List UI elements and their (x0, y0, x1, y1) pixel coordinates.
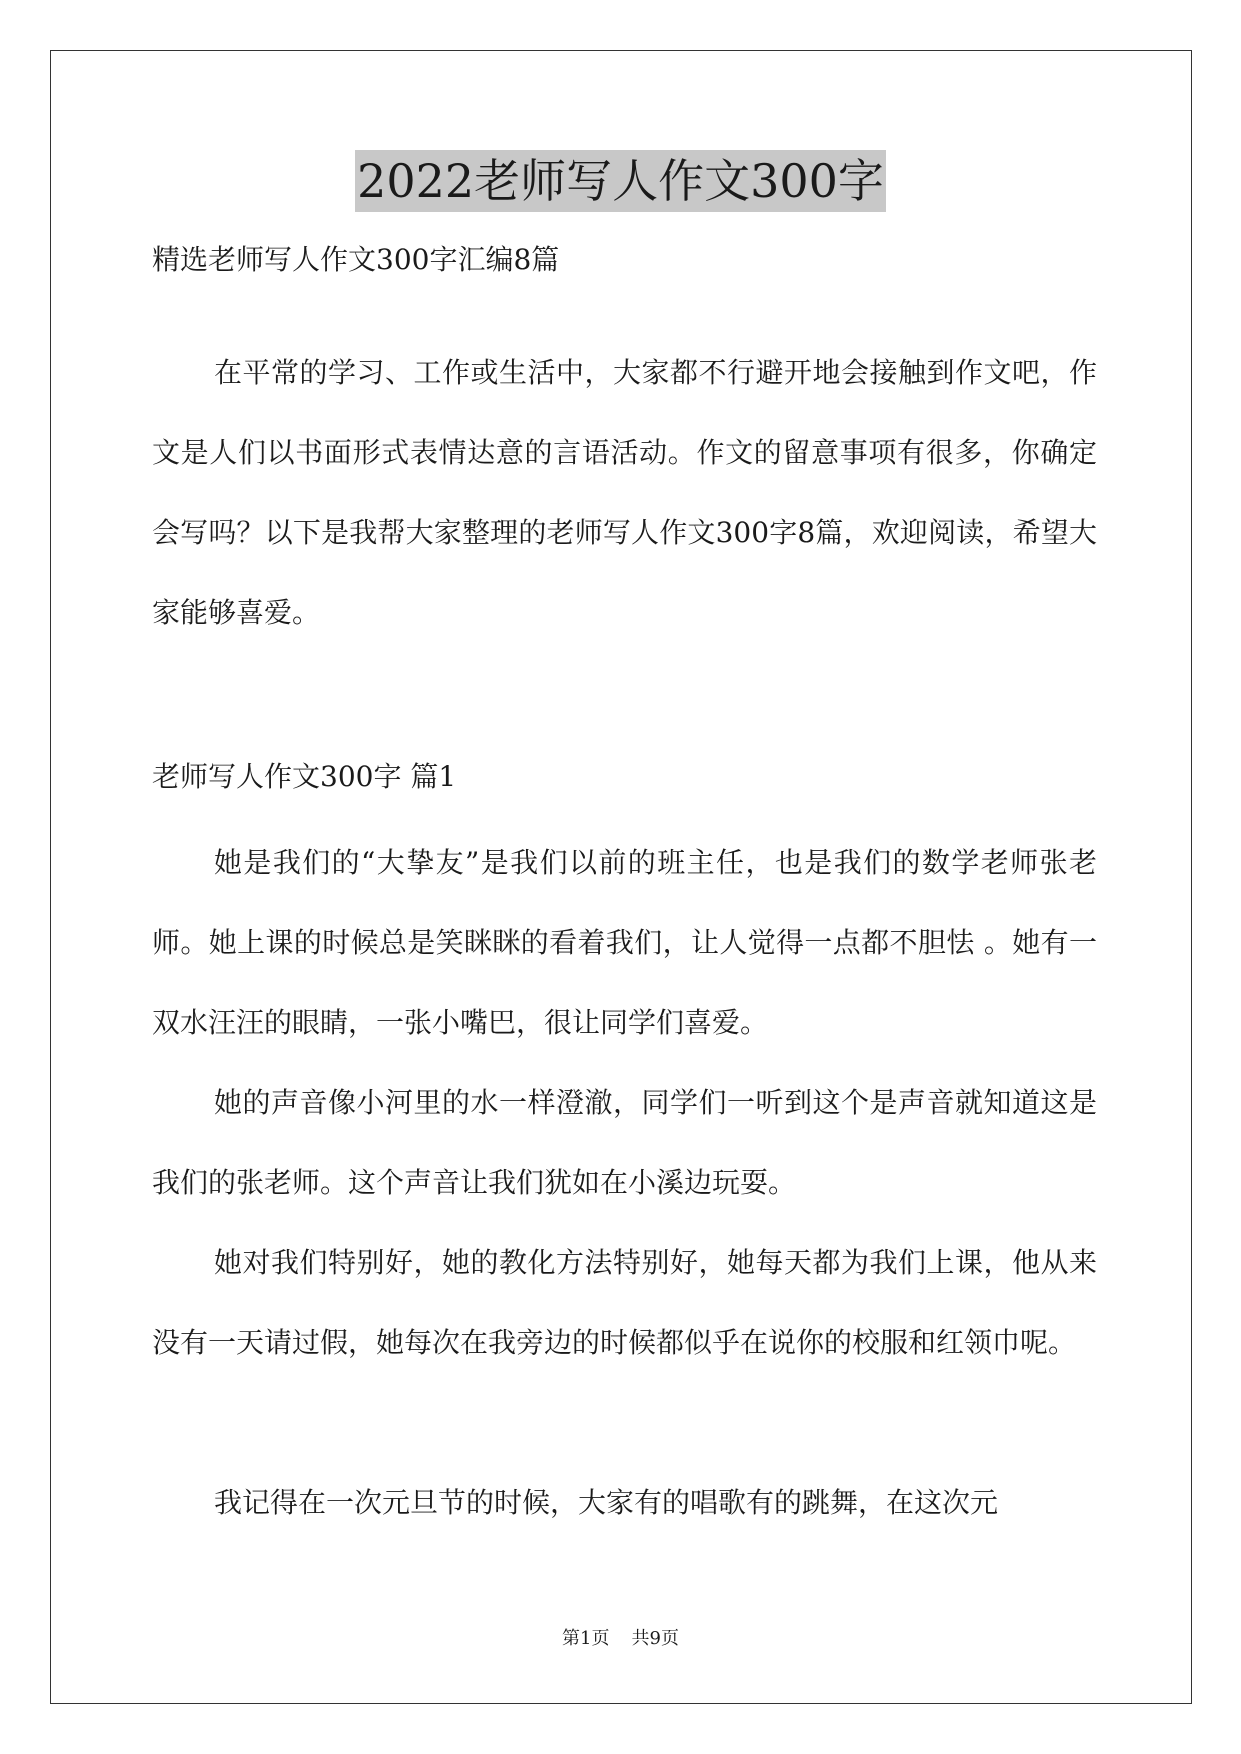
body-paragraph-3: 她对我们特别好，她的教化方法特别好，她每天都为我们上课，他从来没有一天请过假，她每次在我旁边的时候都似乎在说你的校服和红领巾呢。 (152, 1246, 1097, 1359)
intro-paragraph: 在平常的学习、工作或生活中，大家都不行避开地会接触到作文吧，作文是人们以书面形式表情达意的言语活动。作文的留意事项有很多，你确定会写吗？以下是我帮大家整理的老师写人作文300字8篇，欢迎阅读，希望大家能够喜爱。 (152, 356, 1097, 629)
document-title: 2022老师写人作文300字 (355, 150, 886, 212)
page-footer (0, 1627, 1241, 1651)
title-wrap (0, 150, 1241, 212)
body-paragraph-4: 我记得在一次元旦节的时候，大家有的唱歌有的跳舞，在这次元 (214, 1486, 999, 1519)
body-paragraph-1: 她是我们的“大挚友”是我们以前的班主任，也是我们的数学老师张老师。她上课的时候总是笑眯眯的看着我们，让人觉得一点都不胆怯 。她有一双水汪汪的眼睛，一张小嘴巴，很让同学们喜爱。 (152, 846, 1097, 1039)
body-paragraph-2: 她的声音像小河里的水一样澄澈，同学们一听到这个是声音就知道这是我们的张老师。这个声音让我们犹如在小溪边玩耍。 (152, 1086, 1097, 1199)
page-number-total: 共9页 (631, 1628, 679, 1649)
document-subtitle: 精选老师写人作文300字汇编8篇 (152, 243, 560, 276)
page-number-current: 第1页 (562, 1628, 610, 1649)
section-heading: 老师写人作文300字 篇1 (152, 760, 457, 793)
